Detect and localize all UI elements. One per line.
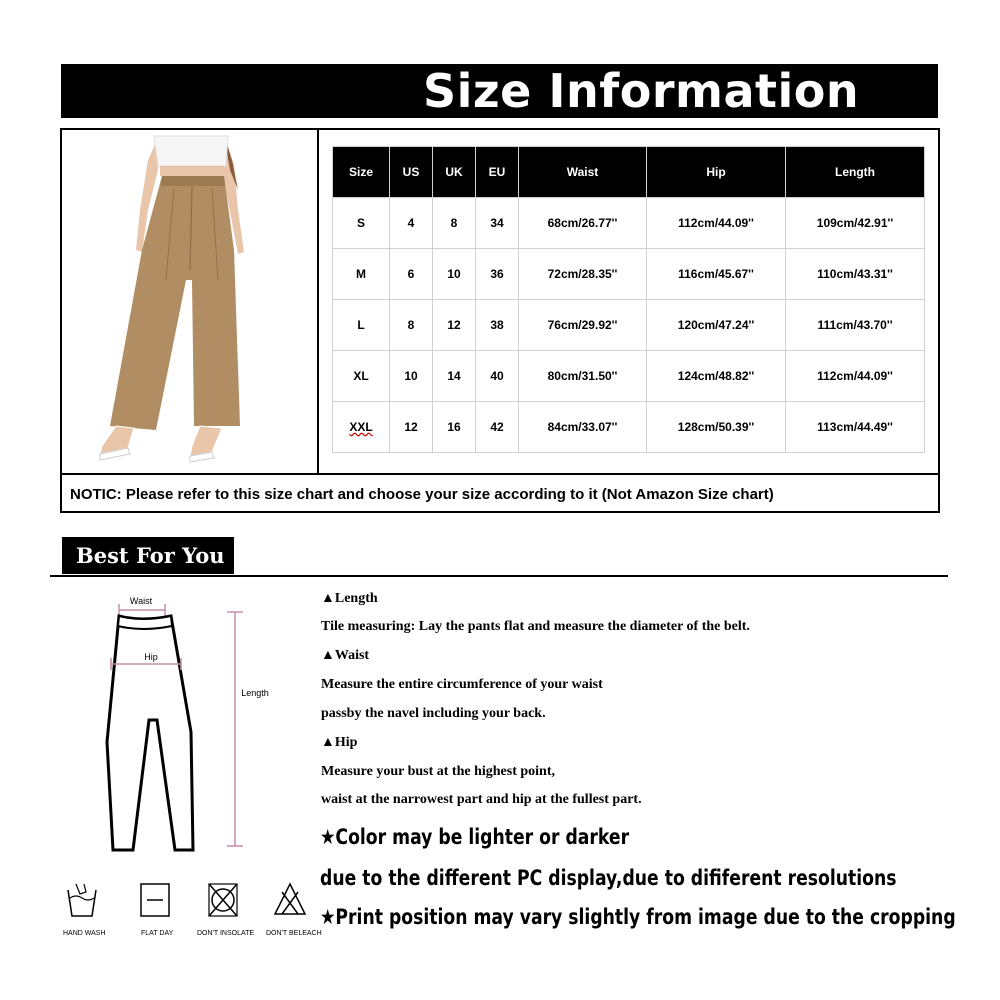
- cell-hip: 116cm/45.67'': [647, 249, 786, 300]
- cell-eu: 42: [476, 402, 519, 453]
- cell-waist: 76cm/29.92'': [519, 300, 647, 351]
- hand-wash-icon: [64, 880, 100, 920]
- diagram-waist-label: Waist: [129, 596, 153, 606]
- cell-hip: 120cm/47.24'': [647, 300, 786, 351]
- cell-uk: 16: [433, 402, 476, 453]
- header-size: Size: [333, 147, 390, 198]
- care-label-hand-wash: HAND WASH: [63, 930, 106, 937]
- cell-us: 10: [390, 351, 433, 402]
- cell-hip: 124cm/48.82'': [647, 351, 786, 402]
- table-row: [333, 198, 925, 249]
- best-for-you-tab: [62, 537, 234, 574]
- cell-waist: 80cm/31.50'': [519, 351, 647, 402]
- dont-tumble-dry-icon: [205, 880, 241, 920]
- header-uk: UK: [433, 147, 476, 198]
- cell-us: 4: [390, 198, 433, 249]
- cell-uk: 8: [433, 198, 476, 249]
- cell-eu: 40: [476, 351, 519, 402]
- cell-waist: 84cm/33.07'': [519, 402, 647, 453]
- notice-row: [62, 473, 938, 513]
- waist-text-1: Measure the entire circumference of your waist: [321, 677, 603, 692]
- header-us: US: [390, 147, 433, 198]
- section-divider: [50, 575, 948, 577]
- dont-bleach-icon: [272, 880, 308, 920]
- cell-eu: 36: [476, 249, 519, 300]
- cell-hip: 112cm/44.09'': [647, 198, 786, 249]
- pants-diagram: [95, 592, 285, 854]
- waist-heading: ▲Waist: [321, 648, 370, 663]
- care-label-flat-day: FLAT DAY: [141, 930, 174, 937]
- cell-us: 6: [390, 249, 433, 300]
- table-row: [333, 300, 925, 351]
- hip-text-2: waist at the narrowest part and hip at the fullest part.: [321, 792, 642, 807]
- color-note-1: ★Color may be lighter or darker: [320, 825, 630, 849]
- cell-size: XXL: [333, 402, 390, 453]
- title-bar: [61, 64, 938, 118]
- cell-uk: 14: [433, 351, 476, 402]
- table-row: [333, 351, 925, 402]
- cell-length: 113cm/44.49'': [786, 402, 925, 453]
- cell-length: 112cm/44.09'': [786, 351, 925, 402]
- cell-us: 8: [390, 300, 433, 351]
- table-row: [333, 402, 925, 453]
- cell-uk: 10: [433, 249, 476, 300]
- cell-eu: 38: [476, 300, 519, 351]
- flat-dry-icon: [137, 880, 173, 920]
- model-illustration: [62, 130, 317, 473]
- table-header-row: [333, 147, 925, 198]
- waist-text-2: passby the navel including your back.: [321, 706, 546, 721]
- cell-size: L: [333, 300, 390, 351]
- cell-uk: 12: [433, 300, 476, 351]
- cell-us: 12: [390, 402, 433, 453]
- notice-text: NOTIC: Please refer to this size chart and choose your size according to it (Not Amazon Size chart): [70, 486, 774, 503]
- length-heading: ▲Length: [321, 591, 378, 606]
- cell-waist: 68cm/26.77'': [519, 198, 647, 249]
- cell-length: 111cm/43.70'': [786, 300, 925, 351]
- care-label-dont-insolate: DON'T INSOLATE: [197, 930, 255, 937]
- cell-length: 110cm/43.31'': [786, 249, 925, 300]
- hip-text-1: Measure your bust at the highest point,: [321, 764, 556, 779]
- size-table: [332, 146, 925, 453]
- best-for-you-label: Best For You: [76, 543, 225, 568]
- hip-heading: ▲Hip: [321, 735, 358, 750]
- cell-length: 109cm/42.91'': [786, 198, 925, 249]
- diagram-hip-label: Hip: [144, 652, 158, 662]
- diagram-length-label: Length: [241, 688, 269, 698]
- cell-size: XL: [333, 351, 390, 402]
- page-title: Size Information: [423, 64, 860, 118]
- model-photo: [62, 130, 319, 473]
- cell-waist: 72cm/28.35'': [519, 249, 647, 300]
- cell-eu: 34: [476, 198, 519, 249]
- header-eu: EU: [476, 147, 519, 198]
- header-hip: Hip: [647, 147, 786, 198]
- print-note: ★Print position may vary slightly from image due to the cropping: [320, 905, 956, 929]
- length-text: Tile measuring: Lay the pants flat and measure the diameter of the belt.: [321, 619, 750, 634]
- header-waist: Waist: [519, 147, 647, 198]
- table-row: [333, 249, 925, 300]
- color-note-2: due to the different PC display,due to dififerent resolutions: [320, 866, 897, 890]
- cell-hip: 128cm/50.39'': [647, 402, 786, 453]
- cell-size: S: [333, 198, 390, 249]
- care-label-dont-beleach: DON'T BELEACH: [266, 930, 322, 937]
- header-length: Length: [786, 147, 925, 198]
- cell-size: M: [333, 249, 390, 300]
